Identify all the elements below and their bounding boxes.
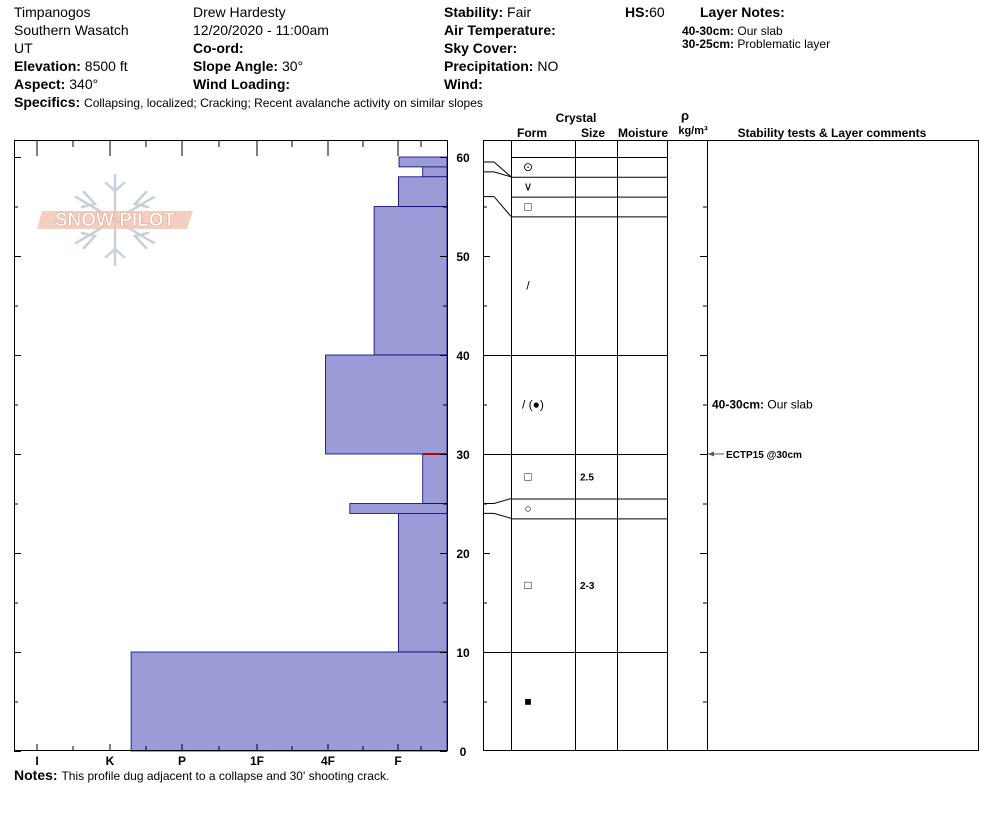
layer-note-2-range: 30-25cm: xyxy=(682,37,735,51)
crystal-form-7: □ xyxy=(524,578,532,593)
hardness-bar-7 xyxy=(398,513,447,652)
comments-header: Stability tests & Layer comments xyxy=(737,126,927,140)
coord-label: Co-ord: xyxy=(193,40,244,56)
notes-value: This profile dug adjacent to a collapse and 30' shooting crack. xyxy=(61,769,390,783)
crystal-form-5: □ xyxy=(524,469,532,484)
layer-notes-title: Layer Notes: xyxy=(700,4,785,20)
stability-test-1: ECTP15 @30cm xyxy=(726,450,802,461)
stability-label: Stability: xyxy=(444,4,504,20)
layer-table-frame xyxy=(484,141,979,751)
notes xyxy=(14,767,389,784)
crystal-form-2: □ xyxy=(524,199,532,214)
snowpilot-logo xyxy=(37,175,193,265)
hardness-label-P: P xyxy=(177,754,187,768)
hardness-bar-4 xyxy=(326,355,448,454)
hardness-bar-5 xyxy=(423,454,447,504)
location: Timpanogos xyxy=(14,4,91,20)
layer-table xyxy=(483,140,979,751)
layer-note-2-text: Problematic layer xyxy=(737,37,831,51)
crystal-form-8: ■ xyxy=(524,694,532,709)
hardness-bar-8 xyxy=(131,652,447,751)
slope-label: Slope Angle: xyxy=(193,58,279,74)
moisture-header: Moisture xyxy=(617,126,669,140)
density-unit-header: kg/m³ xyxy=(678,125,708,137)
depth-label: 10 xyxy=(456,646,470,660)
hardness-label-K: K xyxy=(105,754,115,768)
crystal-header: Crystal xyxy=(555,111,597,125)
datetime: 12/20/2020 - 11:00am xyxy=(193,22,329,38)
aspect-value: 340° xyxy=(69,76,99,92)
depth-label: 40 xyxy=(456,349,470,363)
crystal-size-7: 2-3 xyxy=(580,581,595,593)
elevation-label: Elevation: xyxy=(14,58,81,74)
precip-label: Precipitation: xyxy=(444,58,534,74)
hardness-label-4F: 4F xyxy=(320,754,336,768)
hardness-bar-1 xyxy=(423,167,447,177)
rho-header: ρ xyxy=(680,108,690,123)
hardness-bar-6 xyxy=(350,504,447,514)
crystal-form-1: ∨ xyxy=(523,179,533,194)
specifics-value: Collapsing, localized; Cracking; Recent avalanche activity on similar slopes xyxy=(84,96,483,110)
crystal-size-5: 2.5 xyxy=(580,472,594,484)
layer-rows xyxy=(483,158,707,709)
test-arrow-head xyxy=(708,452,714,457)
layer-connector xyxy=(483,197,511,217)
column-headers xyxy=(517,108,927,140)
hs-label: HS: xyxy=(625,4,650,20)
layer-connector xyxy=(483,162,511,177)
depth-label: 20 xyxy=(456,547,470,561)
wind-loading-label: Wind Loading: xyxy=(193,76,291,92)
crystal-form-3: / xyxy=(526,278,530,293)
state: UT xyxy=(14,40,33,56)
snowpilot-logo-text: SNOW PILOT xyxy=(54,210,176,231)
air-temp-label: Air Temperature: xyxy=(444,22,556,38)
aspect-label: Aspect: xyxy=(14,76,66,92)
depth-label: 60 xyxy=(456,151,470,165)
wind-label: Wind: xyxy=(444,76,483,92)
hardness-label-I: I xyxy=(35,754,39,768)
form-header: Form xyxy=(517,126,547,140)
slope-value: 30° xyxy=(281,58,304,74)
sky-cover-label: Sky Cover: xyxy=(444,40,518,56)
layer-comment-0: 40-30cm: Our slab xyxy=(712,397,813,412)
layer-note-1-text: Our slab xyxy=(737,24,783,38)
hardness-bar-0 xyxy=(399,157,447,167)
precip-value: NO xyxy=(537,58,559,74)
hardness-label-F: F xyxy=(394,754,402,768)
hardness-bar-3 xyxy=(374,207,447,356)
crystal-form-4: / (●) xyxy=(522,397,544,412)
hardness-label-1F: 1F xyxy=(249,754,265,768)
size-header: Size xyxy=(580,126,606,140)
observer: Drew Hardesty xyxy=(193,4,286,20)
layer-comments xyxy=(708,398,813,462)
depth-label: 0 xyxy=(459,745,467,759)
layer-note-1-range: 40-30cm: xyxy=(682,24,735,38)
elevation-value: 8500 ft xyxy=(84,58,128,74)
specifics-label: Specifics: xyxy=(14,94,81,110)
layer-connector xyxy=(483,513,511,518)
layer-connector xyxy=(483,499,511,504)
hs-value: 60 xyxy=(649,4,665,20)
crystal-form-0: ⊙ xyxy=(522,159,534,174)
hardness-bars xyxy=(131,157,447,751)
hardness-bar-2 xyxy=(398,177,447,207)
depth-label: 50 xyxy=(456,250,470,264)
depth-label: 30 xyxy=(456,448,470,462)
hardness-axis xyxy=(35,754,401,768)
crystal-form-6: ○ xyxy=(524,501,532,516)
notes-label: Notes: xyxy=(14,767,58,783)
stability-value: Fair xyxy=(507,4,532,20)
range: Southern Wasatch xyxy=(14,22,129,38)
